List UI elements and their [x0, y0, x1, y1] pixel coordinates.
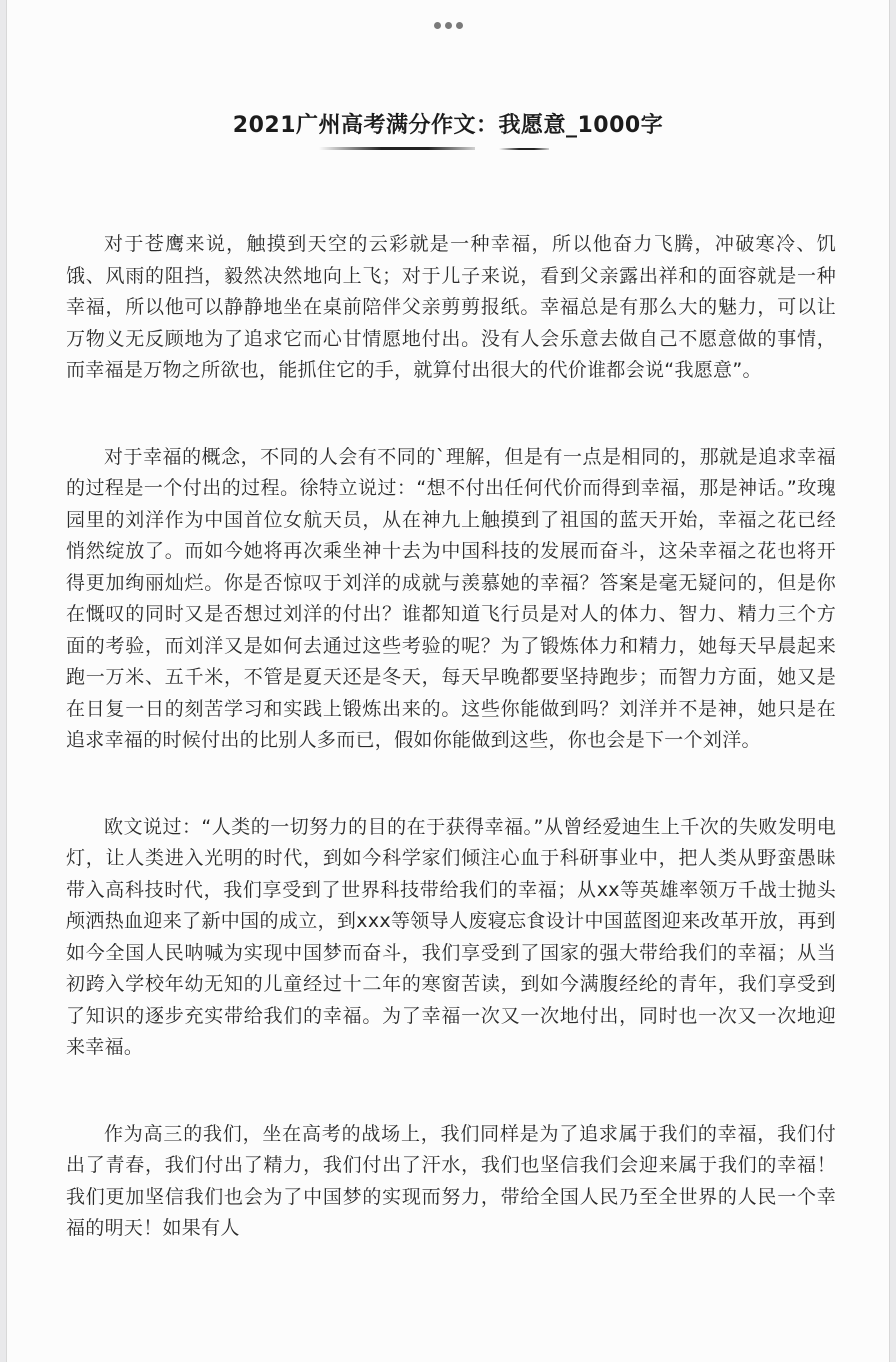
more-options-icon[interactable]: [7, 14, 889, 26]
paragraph-1: 对于苍鹰来说，触摸到天空的云彩就是一种幸福，所以他奋力飞腾，冲破寒冷、饥饿、风雨的阻挡，毅然决然地向上飞；对于儿子来说，看到父亲露出祥和的面容就是一种幸福，所以他可以静静地坐在桌前陪伴父亲剪剪报纸。幸福总是有那么大的魅力，可以让万物义无反顾地为了追求它而心甘情愿地付出。没有人会乐意去做自己不愿意做的事情，而幸福是万物之所欲也，能抓住它的手，就算付出很大的代价谁都会说“我愿意”。: [66, 233, 836, 381]
document-title: 2021广州高考满分作文：我愿意_1000字: [232, 113, 664, 138]
title-underline: [319, 147, 475, 150]
document-body: [66, 229, 836, 1300]
dot-icon: [434, 22, 441, 29]
title-underline-accent: [499, 148, 549, 150]
paragraph-2: 对于幸福的概念，不同的人会有不同的`理解，但是有一点是相同的，那就是追求幸福的过程是一个付出的过程。徐特立说过：“想不付出任何代价而得到幸福，那是神话。”玫瑰园里的刘洋作为中国首位女航天员，从在神九上触摸到了祖国的蓝天开始，幸福之花已经悄然绽放了。而如今她将再次乘坐神十去为中国科技的发展而奋斗，这朵幸福之花也将开得更加绚丽灿烂。你是否惊叹于刘洋的成就与羡慕她的幸福？答案是毫无疑问的，但是你在慨叹的同时又是否想过刘洋的付出？谁都知道飞行员是对人的体力、智力、精力三个方面的考验，而刘洋又是如何去通过这些考验的呢？为了锻炼体力和精力，她每天早晨起来跑一万米、五千米，不管是夏天还是冬天，每天早晚都要坚持跑步；而智力方面，她又是在日复一日的刻苦学习和实践上锻炼出来的。这些你能做到吗？刘洋并不是神，她只是在追求幸福的时候付出的比别人多而已，假如你能做到这些，你也会是下一个刘洋。: [66, 445, 836, 751]
document-page: [6, 0, 890, 1362]
paragraph-4: 作为高三的我们，坐在高考的战场上，我们同样是为了追求属于我们的幸福，我们付出了青春，我们付出了精力，我们付出了汗水，我们也坚信我们会迎来属于我们的幸福！我们更加坚信我们也会为了中国梦的实现而努力，带给全国人民乃至全世界的人民一个幸福的明天！如果有人: [66, 1122, 836, 1239]
dot-icon: [445, 22, 452, 29]
dot-icon: [456, 22, 463, 29]
paragraph-3: 欧文说过：“人类的一切努力的目的在于获得幸福。”从曾经爱迪生上千次的失败发明电灯，让人类进入光明的时代，到如今科学家们倾注心血于科研事业中，把人类从野蛮愚昧带入高科技时代，我们享受到了世界科技带给我们的幸福；从xx等英雄率领万千战士抛头颅洒热血迎来了新中国的成立，到xxx等领导人废寝忘食设计中国蓝图迎来改革开放，再到如今全国人民呐喊为实现中国梦而奋斗，我们享受到了国家的强大带给我们的幸福；从当初跨入学校年幼无知的儿童经过十二年的寒窗苦读，到如今满腹经纶的青年，我们享受到了知识的逐步充实带给我们的幸福。为了幸福一次又一次地付出，同时也一次又一次地迎来幸福。: [66, 815, 836, 1058]
